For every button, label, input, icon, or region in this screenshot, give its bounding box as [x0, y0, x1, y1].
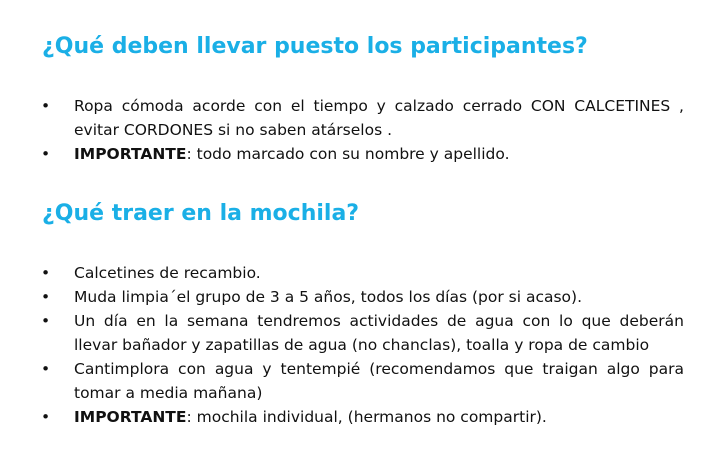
list-item-text: Muda limpia´el grupo de 3 a 5 años, todos los días (por si acaso).	[74, 288, 583, 306]
bullet-icon: •	[41, 408, 51, 426]
bullet-icon: •	[41, 360, 51, 378]
backpack-list	[0, 261, 702, 429]
list-item-text: Un día en la semana tendremos actividades de agua con lo que deberán llevar bañador y zapatillas de agua (no chanclas), toalla y ropa de cambio	[74, 312, 684, 354]
list-item-text: Calcetines de recambio.	[74, 264, 261, 282]
bullet-icon: •	[41, 288, 51, 306]
important-label: IMPORTANTE	[74, 145, 187, 163]
list-item-text: Ropa cómoda acorde con el tiempo y calzado cerrado CON CALCETINES , evitar CORDONES si no saben atárselos .	[74, 97, 684, 139]
list-item	[0, 357, 702, 405]
important-label: IMPORTANTE	[74, 408, 187, 426]
attire-list	[0, 94, 702, 166]
bullet-icon: •	[41, 145, 51, 163]
list-item-text: : mochila individual, (hermanos no compartir).	[186, 408, 547, 426]
list-item	[0, 285, 702, 309]
list-item	[0, 261, 702, 285]
list-item	[0, 142, 702, 166]
backpack-heading: ¿Qué traer en la mochila?	[42, 201, 360, 226]
list-item	[0, 309, 702, 357]
list-item	[0, 405, 702, 429]
bullet-icon: •	[41, 312, 51, 330]
bullet-icon: •	[41, 97, 51, 115]
list-item-text: : todo marcado con su nombre y apellido.	[186, 145, 510, 163]
attire-heading: ¿Qué deben llevar puesto los participantes?	[42, 34, 588, 59]
list-item	[0, 94, 702, 142]
bullet-icon: •	[41, 264, 51, 282]
list-item-text: Cantimplora con agua y tentempié (recomendamos que traigan algo para tomar a media mañana)	[74, 360, 684, 402]
